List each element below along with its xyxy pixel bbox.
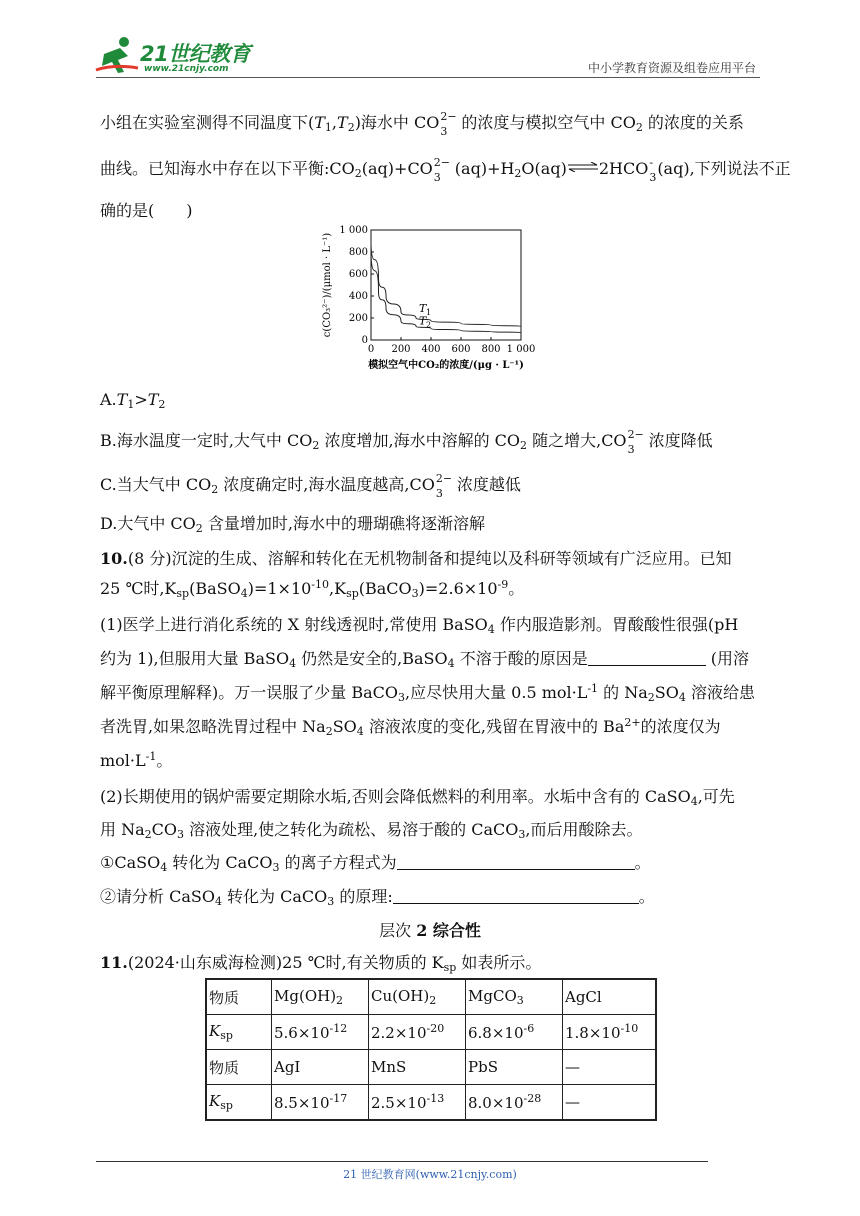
x-tick-label: 1 000: [506, 344, 536, 355]
section-heading: 层次 2 综合性: [379, 921, 481, 940]
table-row: [206, 1050, 656, 1085]
q9-line-2: 曲线。已知海水中存在以下平衡$:CO_2(aq)+CO$ 2− 3 $(aq)+H_2O(aq)$ 2HCO - 3 (aq),下列说法不正: [100, 155, 791, 184]
table-row-header: $K_{sp}$: [206, 1085, 272, 1121]
q10-part1-line-1: (1)医学上进行消化系统的 X 射线透视时,常使用 BaSO$_4$ 作内服造影剂。胃酸酸性很强(pH: [100, 615, 739, 636]
q10-line-2: 25 ℃时$,K_{sp}(BaSO_4)=1\times 10^{-10},K_{sp}(BaCO_3)=2.6\times 10^{-9}$。: [100, 578, 525, 600]
q10-sub2: ②请分析 CaSO$_4$ 转化为 CaCO$_3$ 的原理: 。: [100, 887, 655, 908]
y-tick-label: 400: [348, 291, 368, 302]
site-logo: [94, 36, 264, 80]
x-axis-label: 模拟空气中CO₂的浓度/(μg · L⁻¹): [368, 360, 524, 371]
y-tick-label: 1 000: [339, 225, 368, 236]
table-cell: $2.5\times 10^{-13}$: [369, 1085, 466, 1121]
answer-blank-2[interactable]: [397, 869, 635, 870]
header-divider: [96, 77, 760, 78]
series-line-T1: [371, 241, 521, 326]
q10-part2-line-1: (2)长期使用的锅炉需要定期除水垢,否则会降低燃料的利用率。水垢中含有的 CaSO$_4$,可先: [100, 787, 735, 808]
q10-part1-line-4: 者洗胃,如果忽略洗胃过程中 $Na_2SO_4$ 溶液浓度的变化,残留在胃液中的 $Ba^{2+}$的浓度仅为: [100, 716, 721, 738]
table-row: [206, 979, 656, 1015]
q10-part2-line-2: 用 $Na_2CO_3$ 溶液处理,使之转化为疏松、易溶于酸的 CaCO$_3$,而后用酸除去。: [100, 820, 643, 841]
table-cell: AgCl: [563, 979, 657, 1015]
table-cell: $1.8\times 10^{-10}$: [563, 1015, 657, 1050]
runner-logo-icon: [94, 36, 140, 76]
table-row: [206, 1015, 656, 1050]
table-cell: $6.8\times 10^{-6}$: [466, 1015, 563, 1050]
footer-divider: [96, 1161, 708, 1162]
x-tick-label: 400: [421, 344, 441, 355]
table-cell: —: [563, 1085, 657, 1121]
q10-line-1: 10.(8 分)沉淀的生成、溶解和转化在无机物制备和提纯以及科研等领域有广泛应用。已知: [100, 549, 732, 568]
table-cell: —: [563, 1050, 657, 1085]
header-platform-text: 中小学教育资源及组卷应用平台: [587, 61, 756, 75]
table-row-header: $K_{sp}$: [206, 1015, 272, 1050]
ksp-table: [205, 978, 657, 1121]
y-tick-label: 200: [348, 313, 368, 324]
series-label-T1-sub: 1: [426, 307, 432, 317]
table-cell: $Cu(OH)_2$: [369, 979, 466, 1015]
q11-stem: 11.(2024·山东威海检测)25 ℃时,有关物质的 $K_{sp}$ 如表所示。: [100, 953, 542, 974]
series-line-T2: [371, 250, 521, 333]
co3-concentration-chart: [316, 222, 556, 382]
option-a: $A.T_1>T_2$: [100, 390, 166, 411]
table-cell: $Mg(OH)_2$: [272, 979, 369, 1015]
x-tick-label: 200: [391, 344, 411, 355]
y-tick-label: 0: [361, 335, 368, 346]
table-cell: MnS: [369, 1050, 466, 1085]
footer-text: 21 世纪教育网(www.21cnjy.com): [343, 1168, 517, 1181]
answer-blank-3[interactable]: [393, 903, 639, 904]
table-cell: PbS: [466, 1050, 563, 1085]
logo-text: 21世纪教育: [140, 42, 251, 66]
table-cell: $5.6\times 10^{-12}$: [272, 1015, 369, 1050]
table-row-header: 物质: [206, 1050, 272, 1085]
q10-sub1: ①CaSO$_4$ 转化为 CaCO$_3$ 的离子方程式为 。: [100, 853, 651, 874]
q10-part1-line-3: 解平衡原理解释)。万一误服了少量 BaCO$_3$,应尽快用大量 0.5 $mol\cdot L^{-1}$ 的 $Na_2SO_4$ 溶液给患: [100, 682, 755, 704]
table-cell: MgCO$_3$: [466, 979, 563, 1015]
series-label-T1: T: [419, 301, 427, 315]
series-label-T2: T: [419, 314, 427, 328]
series-label-T2-sub: 2: [426, 320, 432, 330]
x-tick-label: 600: [451, 344, 471, 355]
q10-part1-line-2: 约为 1),但服用大量 BaSO$_4$ 仍然是安全的,BaSO$_4$ 不溶于酸的原因是 (用溶: [100, 649, 750, 670]
x-tick-label: 800: [481, 344, 501, 355]
table-cell: $8.0\times 10^{-28}$: [466, 1085, 563, 1121]
y-tick-label: 800: [348, 247, 368, 258]
table-row-header: 物质: [206, 979, 272, 1015]
y-tick-label: 600: [348, 269, 368, 280]
equilibrium-arrow-icon: [567, 162, 599, 172]
q9-line-1: 小组在实验室测得不同温度下$(T_1,T_2)$海水中 CO 2− 3 的浓度与模拟空气中 $CO_2$ 的浓度的关系: [100, 109, 744, 138]
x-tick-label: 0: [367, 344, 375, 355]
q10-part1-line-5: $mol\cdot L^{-1}$。: [100, 750, 173, 770]
table-cell: $8.5\times 10^{-17}$: [272, 1085, 369, 1121]
logo-url: www.21cnjy.com: [144, 64, 229, 74]
option-d: D.大气中 $CO_2$ 含量增加时,海水中的珊瑚礁将逐渐溶解: [100, 514, 485, 535]
table-cell: $2.2\times 10^{-20}$: [369, 1015, 466, 1050]
option-c: C.当大气中 $CO_2$ 浓度确定时,海水温度越高,CO 2− 3 浓度越低: [100, 471, 521, 500]
answer-blank-1[interactable]: [588, 665, 706, 666]
y-axis-label: c(CO₃²⁻)/(μmol · L⁻¹): [322, 232, 333, 338]
option-b: B.海水温度一定时,大气中 $CO_2$ 浓度增加,海水中溶解的 $CO_2$ 随之增大,CO 2− 3 浓度降低: [100, 427, 713, 456]
table-row: [206, 1085, 656, 1121]
plot-frame: [371, 230, 521, 340]
table-cell: AgI: [272, 1050, 369, 1085]
q9-line-3: 确的是( ): [100, 201, 193, 220]
